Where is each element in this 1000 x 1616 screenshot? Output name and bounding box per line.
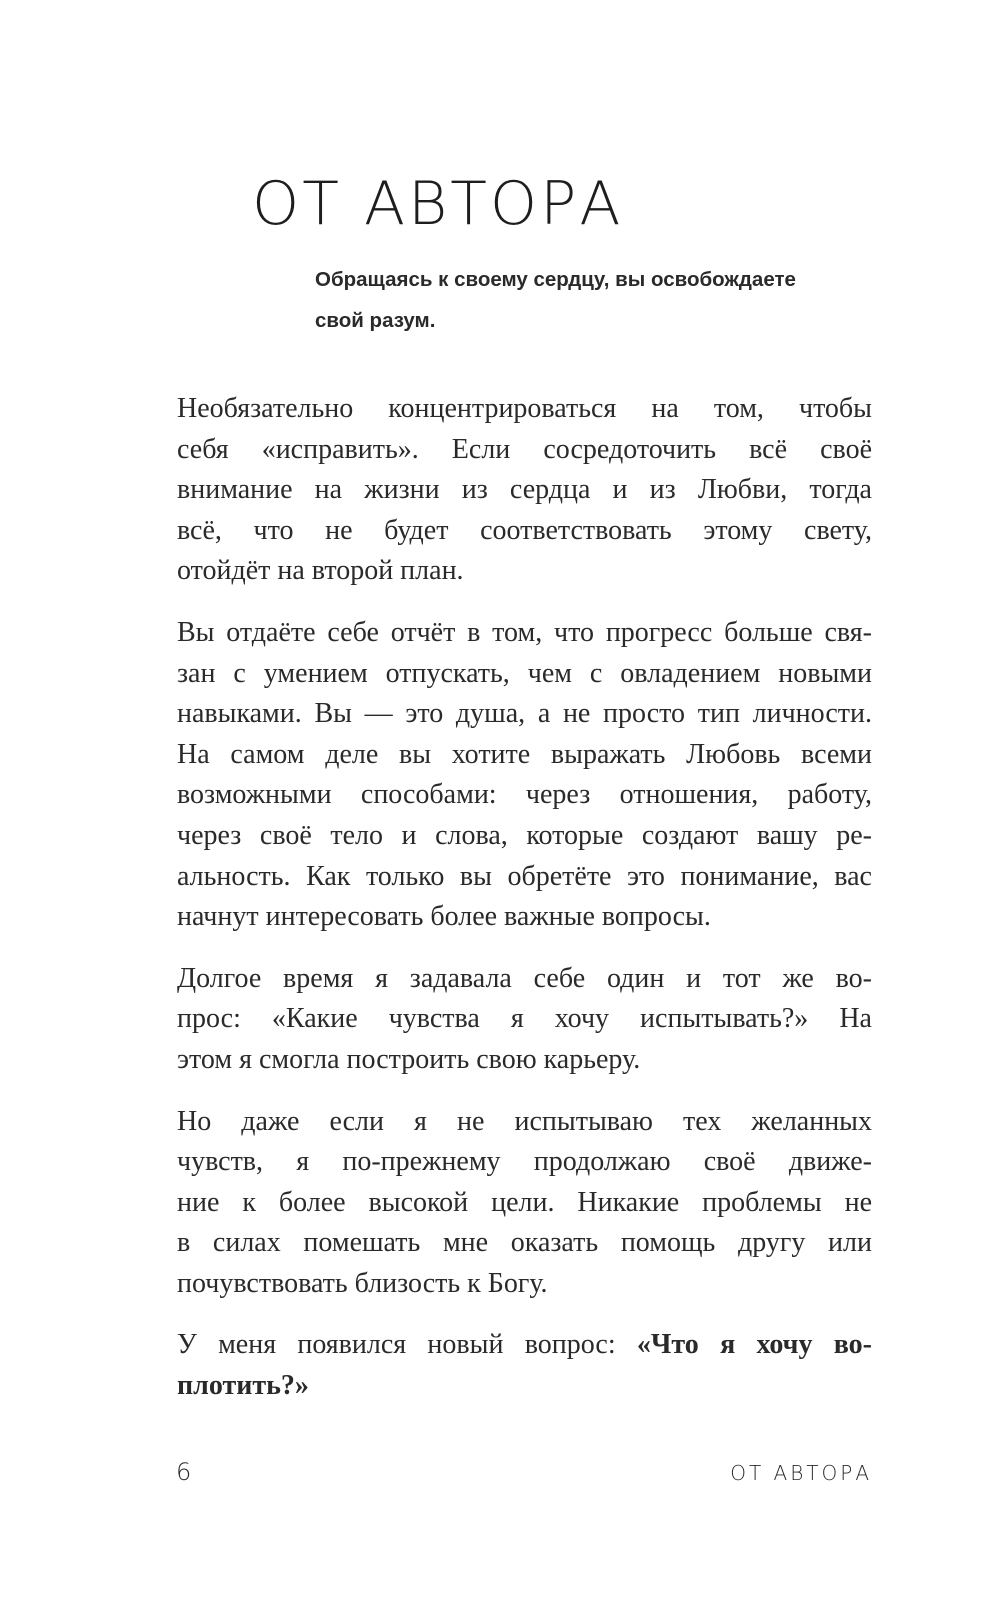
text-line: в силах помешать мне оказать помощь другу или	[177, 1227, 872, 1259]
text-line: прос: «Какие чувства я хочу испытывать?» На	[177, 1003, 872, 1035]
chapter-title: ОТ АВТОРА	[252, 169, 624, 239]
text-line	[177, 1366, 872, 1407]
text-line: через своё тело и слова, которые создают вашу ре-	[177, 819, 872, 851]
text-line: зан с умением отпускать, чем с овладением новыми	[177, 657, 872, 689]
question-intro: У меня появился новый вопрос:	[177, 1329, 637, 1361]
question-emphasis: плотить?»	[177, 1370, 309, 1402]
text-line: начнут интересовать более важные вопросы.	[177, 901, 711, 933]
paragraph-2	[177, 613, 872, 938]
text-line: этом я смогла построить свою карьеру.	[177, 1043, 641, 1075]
text-line: альность. Как только вы обретёте это понимание, вас	[177, 860, 872, 892]
paragraph-5	[177, 1325, 872, 1406]
text-line: почувствовать близость к Богу.	[177, 1267, 548, 1299]
text-line: Долгое время я задавала себе один и тот же во-	[177, 962, 872, 994]
epigraph-line: свой разум.	[315, 309, 436, 332]
text-line: На самом деле вы хотите выражать Любовь всеми	[177, 738, 872, 770]
text-line: себя «исправить». Если сосредоточить всё своё	[177, 433, 872, 465]
text-line: внимание на жизни из сердца и из Любви, тогда	[177, 474, 872, 506]
paragraph-3	[177, 959, 872, 1081]
text-line: Вы отдаёте себе отчёт в том, что прогресс больше свя-	[177, 616, 872, 648]
running-title: ОТ АВТОРА	[730, 1461, 872, 1485]
text-line: Но даже если я не испытываю тех желанных	[177, 1105, 872, 1137]
text-line: навыками. Вы — это душа, а не просто тип личности.	[177, 698, 872, 730]
question-emphasis: «Что я хочу во-	[636, 1329, 872, 1361]
epigraph	[315, 259, 875, 341]
text-line: Необязательно концентрироваться на том, чтобы	[177, 393, 872, 424]
page-number: 6	[176, 1458, 192, 1486]
text-line: возможными способами: через отношения, работу,	[177, 779, 872, 811]
body-text	[177, 389, 872, 1428]
epigraph-line: Обращаясь к своему сердцу, вы освобождаете	[315, 268, 796, 291]
paragraph-1	[177, 389, 872, 592]
paragraph-4	[177, 1102, 872, 1305]
text-line: ние к более высокой цели. Никакие проблемы не	[177, 1186, 872, 1218]
text-line: чувств, я по-прежнему продолжаю своё движе-	[177, 1146, 872, 1178]
text-line: отойдёт на второй план.	[177, 555, 464, 587]
text-line	[177, 1325, 872, 1366]
text-line: всё, что не будет соответствовать этому свету,	[177, 514, 872, 546]
